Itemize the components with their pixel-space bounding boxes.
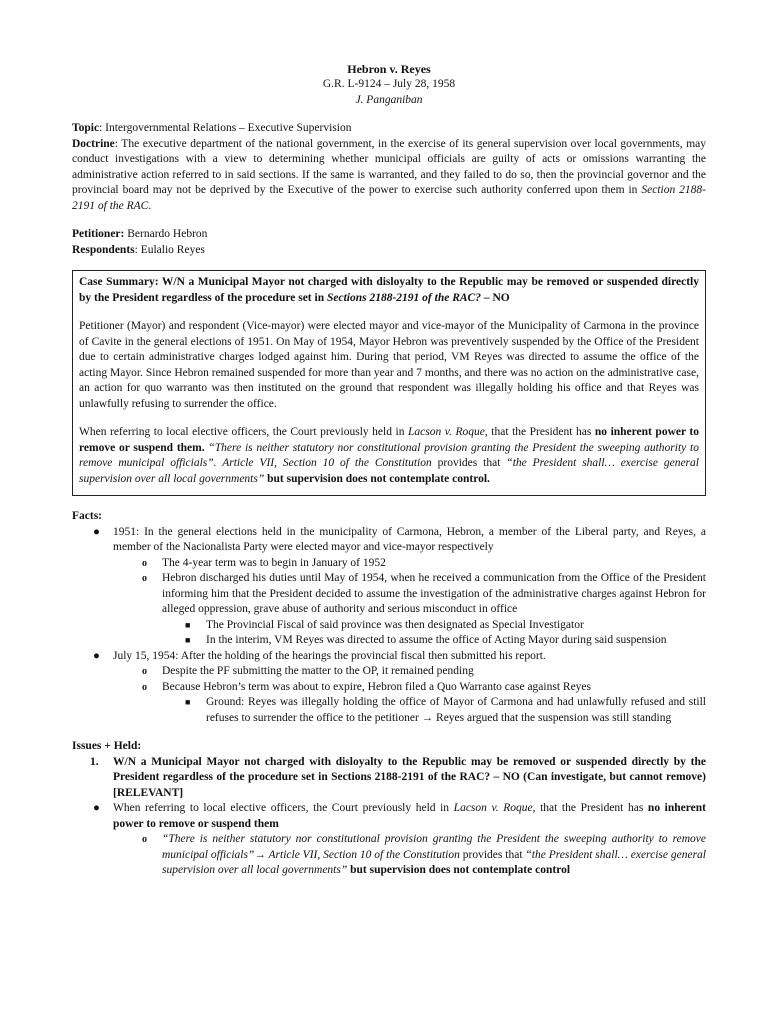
- case-summary-answer: – NO: [480, 291, 510, 304]
- issue-number: 1.: [90, 755, 99, 768]
- doctrine-ref: Section 2188-2191 of the RAC: [72, 184, 706, 212]
- circle-bullet-icon: o: [142, 573, 147, 584]
- doctrine-label: Doctrine: [72, 137, 115, 150]
- square-bullet-icon: ■: [185, 619, 191, 630]
- topic-line: [72, 121, 706, 137]
- topic-text: : Intergovernmental Relations – Executive Supervision: [99, 122, 352, 134]
- circle-bullet-icon: o: [142, 557, 147, 569]
- facts-item-1-text: 1951: In the general elections held in the municipality of Carmona, Hebron, a member of the Liberal party, and Reyes, a member of the Nacionalista Party were elected mayor and vice-mayor respectively: [113, 525, 706, 553]
- facts-item-2a-text: Despite the PF submitting the matter to the OP, it remained pending: [162, 665, 474, 677]
- topic-label: Topic: [72, 122, 100, 134]
- case-summary-paragraph-2: [79, 425, 699, 487]
- doctrine-paragraph: [72, 137, 706, 215]
- case-gr-number: G.R. L-9124 – July 28, 1958: [322, 78, 456, 90]
- facts-item-1b1-text: The Provincial Fiscal of said province was then designated as Special Investigator: [206, 618, 584, 631]
- issue-1a1-bold: but supervision does not contemplate control: [347, 864, 571, 876]
- facts-item-2-text: July 15, 1954: After the holding of the hearings the provincial fiscal then submitted his report.: [113, 649, 546, 662]
- issue-1a1-quote: “There is neither statutory nor constitutional provision granting the President the sweeping authority to remove municipal officials”→ Article VII, Section 10 of the Constitution: [162, 833, 706, 861]
- issue-item-1a: [72, 801, 706, 832]
- case-summary-paragraph-1: Petitioner (Mayor) and respondent (Vice-mayor) were elected mayor and vice-mayor of the Municipality of Carmona in the province of Cavite in the general elections of 1951. On May of 1954, Mayor Hebron was preventively suspended by the Office of the President due to certain administrative charges lodged against him. During that period, VM Reyes was directed to assume the office of the acting Mayor. Since Hebron remained suspended for more than year and 7 months, and there was no action on the administrative case, an action for quo warranto was then instituted on the ground that respondent was illegally holding his office and that Reyes was unlawfully refusing to surrender the office.: [79, 320, 699, 410]
- issue-1a-bold: no inherent power to remove or suspend them: [113, 802, 706, 830]
- facts-item-2: [72, 649, 706, 665]
- facts-heading: Facts:: [72, 510, 103, 522]
- issue-1a-text-a: When referring to local elective officers, the Court previously held in: [113, 802, 454, 814]
- case-title: Hebron v. Reyes: [347, 62, 431, 76]
- facts-item-1b2: [72, 633, 706, 649]
- respondents-name: : Eulalio Reyes: [134, 243, 205, 256]
- facts-item-1b1: [72, 618, 706, 634]
- circle-bullet-icon: o: [142, 681, 147, 693]
- circle-bullet-icon: o: [142, 834, 147, 845]
- facts-item-2b: [72, 680, 706, 696]
- case-summary-question-text: : W/N a Municipal Mayor not charged with disloyalty to the Republic may be removed or suspended directly by the President regardless of the procedure set in: [79, 276, 699, 304]
- case-summary-box: [72, 270, 706, 496]
- facts-item-1b-text: Hebron discharged his duties until May of 1954, when he received a communication from the Office of the President informing him that the President decided to assume the investigation of the administrative charges against Hebron for alleged oppression, grave abuse of authority and serious misconduct in office: [162, 572, 706, 615]
- cs-p2-quote2: “the President shall… exercise general supervision over all local governments”: [79, 457, 699, 485]
- document-page: [72, 62, 706, 879]
- respondents-label: Respondents: [72, 243, 135, 256]
- facts-item-1b2-text: In the interim, VM Reyes was directed to assume the office of Acting Mayor during said suspension: [206, 634, 667, 646]
- issue-1a-text-b: , that the President has: [532, 802, 648, 814]
- doctrine-end: .: [148, 199, 152, 212]
- issues-heading: Issues + Held:: [72, 740, 142, 752]
- issue-item-1-text: W/N a Municipal Mayor not charged with disloyalty to the Republic may be removed or suspended directly by the President regardless of the procedure set in Sections 2188-2191 of the RAC? – NO (Can investigate, but cannot remove) [RELEVANT]: [113, 755, 706, 799]
- facts-item-2b1: [72, 695, 706, 726]
- doctrine-text: : The executive department of the national government, in the exercise of its general supervision over local governments, may conduct investigations with a view to determining whether municipal officials are guilty of acts or omissions warranting the administrative action referred to in said sections. If the same is warranted, and they failed to do so, then the provincial governor and the provincial board may not be deprived by the Executive of the power to exercise such authority conferred upon them in: [72, 137, 706, 196]
- issue-1a1-quote2: “the President shall… exercise general supervision over all local governments”: [162, 848, 706, 876]
- facts-item-2b-text: Because Hebron’s term was about to expire, Hebron filed a Quo Warranto case against Reyes: [162, 680, 592, 693]
- facts-item-1a-text: The 4-year term was to begin in January of 1952: [162, 556, 386, 569]
- cs-p2-text-b: , that the President has: [484, 426, 595, 438]
- facts-item-2b1-text: Ground: Reyes was illegally holding the office of Mayor of Carmona and had unlawfully refused and still refuses to surrender the office to the petitioner → Reyes argued that the suspension was still standing: [206, 696, 706, 724]
- circle-bullet-icon: o: [142, 666, 147, 677]
- facts-item-1a: [72, 556, 706, 572]
- issue-item-1a1: [72, 832, 706, 879]
- petitioner-label: Petitioner:: [72, 228, 125, 240]
- bullet-icon: ●: [93, 525, 100, 538]
- case-summary-label: Case Summary: [79, 276, 155, 288]
- case-summary-question: [79, 275, 699, 306]
- square-bullet-icon: ■: [185, 697, 191, 707]
- cs-p2-bold: no inherent power to remove or suspend them.: [79, 426, 699, 454]
- facts-item-1b: [72, 571, 706, 618]
- case-summary-question-ref: Sections 2188-2191 of the RAC?: [326, 291, 481, 304]
- issue-item-1: [72, 755, 706, 802]
- petitioner-name: Bernardo Hebron: [124, 228, 208, 240]
- bullet-icon: ●: [93, 649, 100, 662]
- issue-1a1-text-c: provides that: [459, 848, 526, 861]
- case-ponente: J. Panganiban: [355, 93, 423, 106]
- cs-p2-case-name: Lacson v. Roque: [408, 426, 485, 438]
- respondents-line: [72, 243, 706, 259]
- cs-p2-quote: “There is neither statutory nor constitutional provision granting the President the sweeping authority to remove municipal officials”. Article VII, Section 10 of the Constitution: [79, 441, 699, 469]
- cs-p2-text-c: provides that: [431, 457, 507, 469]
- cs-p2-text-a: When referring to local elective officers, the Court previously held in: [79, 426, 409, 438]
- issue-1a-case-name: Lacson v. Roque: [453, 802, 533, 814]
- facts-item-2a: [72, 664, 706, 680]
- petitioner-line: [72, 227, 706, 243]
- cs-p2-bold2: but supervision does not contemplate control.: [264, 472, 490, 485]
- square-bullet-icon: ■: [185, 635, 191, 645]
- bullet-icon: ●: [93, 802, 100, 814]
- facts-item-1: [72, 525, 706, 556]
